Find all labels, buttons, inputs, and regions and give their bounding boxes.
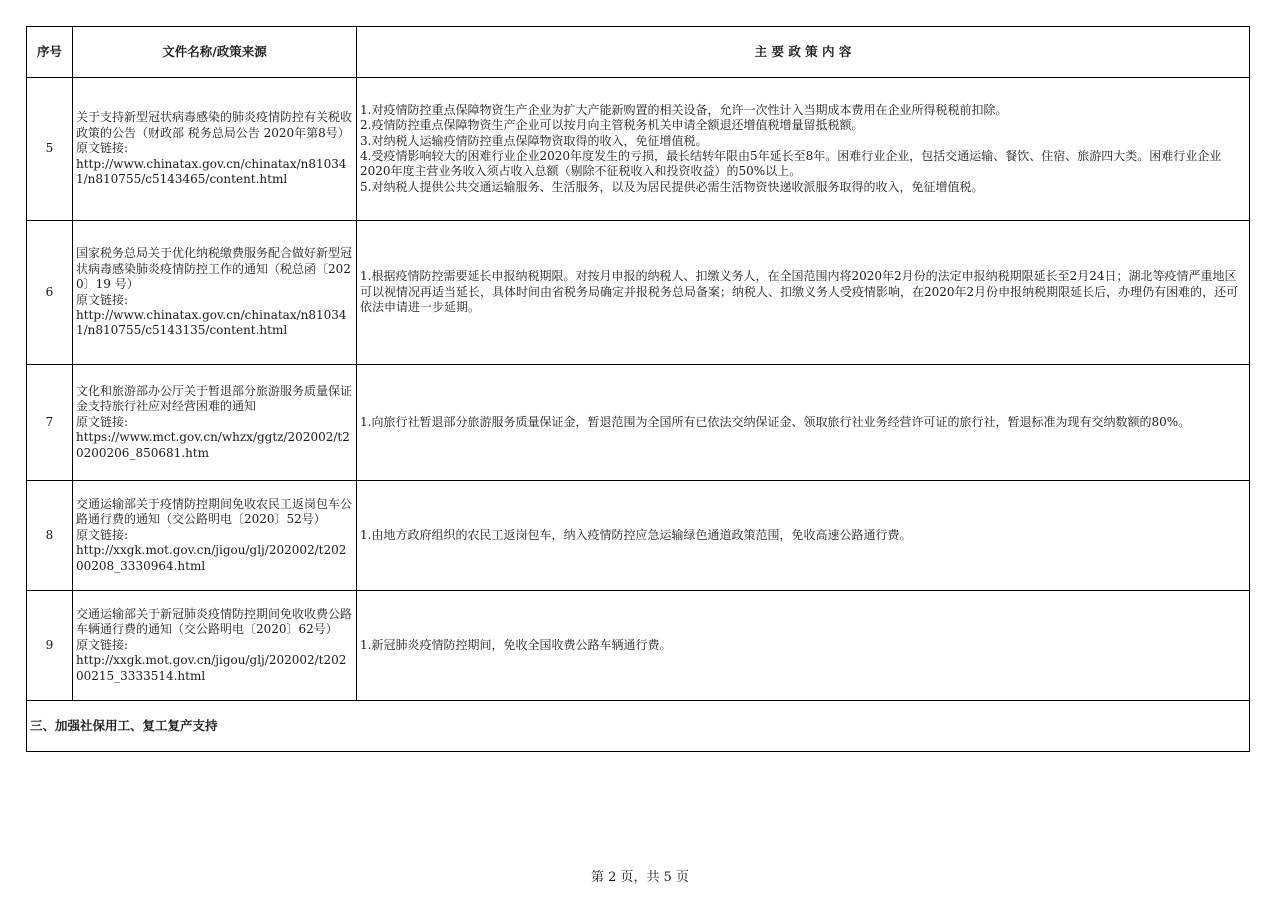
table-row bbox=[27, 481, 1250, 591]
header-content: 主 要 政 策 内 容 bbox=[357, 27, 1250, 78]
source-title: 交通运输部关于疫情防控期间免收农民工返岗包车公路通行费的通知（交公路明电〔2020〕52号） bbox=[76, 496, 353, 527]
row-source bbox=[73, 221, 357, 365]
source-title: 关于支持新型冠状病毒感染的肺炎疫情防控有关税收政策的公告（财政部 税务总局公告 2020年第8号） bbox=[76, 110, 353, 140]
policy-item: 4.受疫情影响较大的困难行业企业2020年度发生的亏损，最长结转年限由5年延长至8年。困难行业企业，包括交通运输、餐饮、住宿、旅游四大类。困难行业企业2020年度主营业务收入须占收入总额（剔除不征税收入和投资收益）的50%以上。 bbox=[360, 149, 1222, 179]
table-row bbox=[27, 221, 1250, 365]
source-link-label: 原文链接: bbox=[76, 527, 129, 542]
source-link-label: 原文链接: bbox=[76, 141, 129, 156]
row-content bbox=[357, 221, 1250, 365]
row-number: 7 bbox=[27, 365, 73, 481]
row-number: 6 bbox=[27, 221, 73, 365]
policy-item: 1.向旅行社暂退部分旅游服务质量保证金，暂退范围为全国所有已依法交纳保证金、领取旅行社业务经营许可证的旅行社，暂退标准为现有交纳数额的80%。 bbox=[360, 414, 1191, 429]
table-header-row bbox=[27, 27, 1250, 78]
row-content bbox=[357, 591, 1250, 701]
section-heading: 三、加强社保用工、复工复产支持 bbox=[27, 701, 1250, 752]
policy-item: 5.对纳税人提供公共交通运输服务、生活服务，以及为居民提供必需生活物资快递收派服务取得的收入，免征增值税。 bbox=[360, 179, 984, 194]
source-title: 交通运输部关于新冠肺炎疫情防控期间免收收费公路车辆通行费的通知（交公路明电〔2020〕62号） bbox=[76, 606, 353, 637]
policy-item: 3.对纳税人运输疫情防控重点保障物资取得的收入，免征增值税。 bbox=[360, 133, 708, 148]
row-number: 9 bbox=[27, 591, 73, 701]
policy-item: 1.对疫情防控重点保障物资生产企业为扩大产能新购置的相关设备，允许一次性计入当期成本费用在企业所得税税前扣除。 bbox=[360, 102, 1008, 117]
source-link-label: 原文链接: bbox=[76, 637, 129, 652]
row-content bbox=[357, 365, 1250, 481]
row-source bbox=[73, 365, 357, 481]
source-link-url[interactable]: http://xxgk.mot.gov.cn/jigou/glj/202002/t20200215_3333514.html bbox=[76, 653, 347, 683]
row-source bbox=[73, 481, 357, 591]
source-link-label: 原文链接: bbox=[76, 414, 129, 429]
source-link-url[interactable]: http://www.chinatax.gov.cn/chinatax/n810341/n810755/c5143465/content.html bbox=[76, 156, 347, 187]
section-heading-row bbox=[27, 701, 1250, 752]
row-content bbox=[357, 481, 1250, 591]
row-number: 5 bbox=[27, 78, 73, 221]
header-source: 文件名称/政策来源 bbox=[73, 27, 357, 78]
source-link-label: 原文链接: bbox=[76, 292, 129, 307]
table-row bbox=[27, 591, 1250, 701]
source-link-url[interactable]: https://www.mct.gov.cn/whzx/ggtz/202002/t20200206_850681.htm bbox=[76, 430, 350, 460]
policy-table bbox=[26, 26, 1250, 752]
table-row bbox=[27, 78, 1250, 221]
policy-item: 2.疫情防控重点保障物资生产企业可以按月向主管税务机关申请全额退还增值税增量留抵税额。 bbox=[360, 118, 864, 133]
header-number: 序号 bbox=[27, 27, 73, 78]
policy-item: 1.根据疫情防控需要延长申报纳税期限。对按月申报的纳税人、扣缴义务人，在全国范围内将2020年2月份的法定申报纳税期限延长至2月24日；湖北等疫情严重地区可以视情况再适当延长，具体时间由省税务局确定并报税务总局备案；纳税人、扣缴义务人受疫情影响，在2020年2月份申报纳税期限延长后，办理仍有困难的，还可依法申请进一步延期。 bbox=[360, 269, 1239, 315]
row-content bbox=[357, 78, 1250, 221]
policy-item: 1.新冠肺炎疫情防控期间，免收全国收费公路车辆通行费。 bbox=[360, 637, 672, 652]
source-link-url[interactable]: http://www.chinatax.gov.cn/chinatax/n810341/n810755/c5143135/content.html bbox=[76, 307, 347, 338]
row-number: 8 bbox=[27, 481, 73, 591]
source-title: 文化和旅游部办公厅关于暂退部分旅游服务质量保证金支持旅行社应对经营困难的通知 bbox=[76, 383, 353, 414]
row-source bbox=[73, 78, 357, 221]
source-link-url[interactable]: http://xxgk.mot.gov.cn/jigou/glj/202002/t20200208_3330964.html bbox=[76, 543, 347, 573]
policy-item: 1.由地方政府组织的农民工返岗包车，纳入疫情防控应急运输绿色通道政策范围，免收高速公路通行费。 bbox=[360, 527, 912, 542]
page-number: 第 2 页，共 5 页 bbox=[590, 870, 690, 885]
table-row bbox=[27, 365, 1250, 481]
source-title: 国家税务总局关于优化纳税缴费服务配合做好新型冠状病毒感染肺炎疫情防控工作的通知（税总函〔2020〕19 号） bbox=[76, 246, 353, 292]
row-source bbox=[73, 591, 357, 701]
